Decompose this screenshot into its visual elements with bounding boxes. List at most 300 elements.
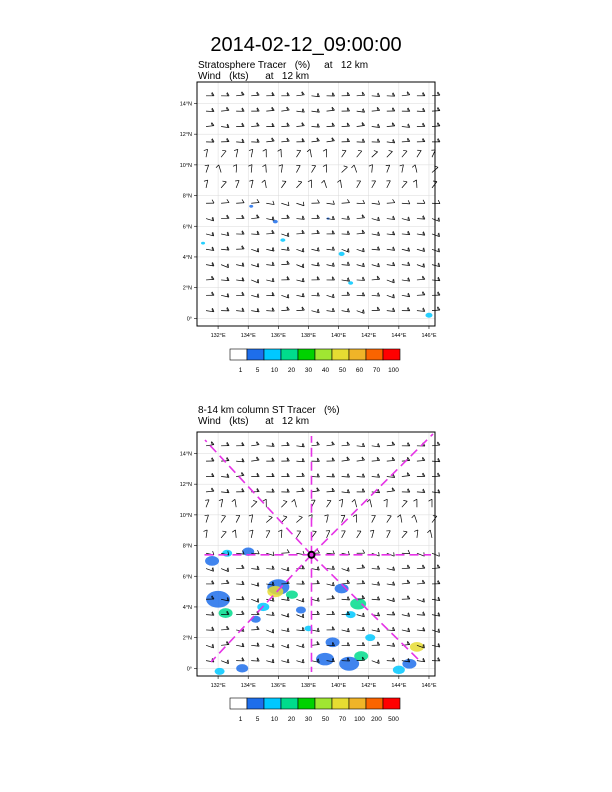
barb-flag (424, 644, 425, 648)
wind-barb (296, 165, 300, 172)
barb-flag (412, 515, 415, 518)
wind-barb (221, 583, 229, 584)
barb-flag (347, 597, 348, 600)
wind-barb (236, 515, 240, 522)
barb-flag (347, 199, 349, 202)
wind-barb (296, 310, 304, 311)
wind-barb (387, 126, 395, 127)
barb-flag (258, 263, 259, 267)
panel2-map (180, 432, 440, 723)
barb-flag (378, 201, 379, 205)
colorbar-label: 20 (287, 716, 296, 723)
barb-flag (203, 530, 207, 531)
colorbar-label: 20 (287, 367, 296, 374)
barb-flag (318, 262, 319, 266)
wind-barb (432, 111, 440, 112)
colorbar-swatch (366, 349, 383, 360)
lon-label: 134°E (240, 333, 256, 339)
barb-flag (257, 199, 259, 202)
barb-flag (204, 149, 208, 150)
wind-barb (342, 460, 350, 461)
barb-flag (288, 613, 289, 617)
wind-barb (402, 95, 410, 96)
lat-label: 12°N (179, 482, 192, 489)
barb-flag (413, 499, 416, 501)
wind-barb (402, 151, 407, 157)
wind-barb (221, 629, 229, 630)
barb-flag (317, 200, 319, 203)
lat-label: 12°N (179, 132, 192, 139)
panel1-title-line2: Wind (kts) at 12 km (198, 71, 310, 82)
wind-barb (432, 568, 440, 569)
barb-flag (272, 612, 273, 615)
wind-barb (251, 460, 259, 461)
barb-flag (358, 150, 362, 151)
barb-flag (302, 216, 303, 219)
colorbar-label: 100 (388, 367, 399, 374)
barb-flag (227, 490, 228, 493)
barb-flag (212, 200, 214, 203)
wind-barb (402, 182, 407, 188)
lon-label: 140°E (331, 683, 347, 689)
barb-flag (312, 531, 316, 532)
wind-barb (236, 149, 238, 157)
wind-barb (342, 203, 350, 204)
wind-barb (235, 530, 236, 538)
wind-barb (372, 152, 378, 157)
barb-flag (348, 278, 349, 282)
wind-barb (357, 181, 361, 188)
wind-barb (372, 203, 380, 204)
wind-barb (357, 95, 365, 96)
barb-flag (227, 247, 228, 250)
wind-barb (296, 182, 301, 188)
wind-barb (265, 180, 266, 188)
wind-barb (417, 460, 425, 461)
lat-label: 2°N (182, 285, 192, 292)
lon-label: 136°E (270, 683, 286, 689)
barb-flag (363, 444, 364, 447)
barb-flag (439, 248, 440, 252)
colorbar-swatch (298, 349, 315, 360)
barb-flag (213, 644, 214, 648)
wind-barb (357, 218, 365, 219)
wind-barb (387, 181, 391, 188)
colorbar-swatch (264, 349, 281, 360)
colorbar-label: 5 (255, 367, 260, 374)
map-frame (197, 82, 435, 326)
tracer-patch (280, 238, 285, 242)
barb-flag (378, 293, 379, 296)
lat-label: 8°N (182, 543, 192, 550)
barb-flag (424, 263, 425, 267)
barb-flag (318, 566, 319, 570)
barb-flag (298, 181, 302, 182)
wind-barb (417, 583, 425, 584)
barb-flag (403, 531, 407, 532)
wind-barb (281, 141, 289, 142)
lat-label: 6°N (182, 574, 192, 581)
tracer-shading (201, 205, 432, 318)
barb-flag (408, 124, 409, 127)
barb-flag (394, 294, 395, 298)
wind-barb (296, 203, 304, 206)
lon-label: 142°E (361, 683, 377, 689)
tracer-patch (425, 313, 432, 318)
colorbar-swatch (247, 698, 264, 709)
wind-barb (251, 515, 252, 523)
page-title: 2014-02-12_09:00:00 (210, 34, 402, 56)
wind-barb (372, 165, 373, 173)
lat-label: 0° (186, 666, 192, 673)
wind-barb (310, 149, 311, 157)
wind-barb (281, 181, 286, 187)
wind-barb (387, 203, 395, 204)
wind-barb (236, 475, 244, 476)
colorbar-label: 1 (238, 716, 243, 723)
barb-flag (222, 150, 226, 151)
wind-barb (235, 499, 236, 507)
wind-barb (357, 460, 365, 461)
colorbar-label: 60 (355, 367, 364, 374)
barb-flag (272, 262, 273, 265)
barb-flag (423, 232, 424, 236)
wind-barb (206, 165, 209, 173)
barb-flag (222, 531, 226, 532)
wind-barb (432, 182, 437, 188)
barb-flag (363, 550, 365, 553)
tracer-patch (316, 653, 334, 666)
barb-flag (393, 308, 394, 311)
wind-barb (342, 499, 343, 507)
wind-barb (402, 532, 407, 538)
barb-flag (283, 500, 287, 501)
colorbar-label: 1 (238, 367, 243, 374)
wind-barb (327, 445, 335, 446)
wind-barb (221, 182, 226, 188)
wind-barb (327, 203, 335, 204)
barb-flag (413, 180, 416, 182)
barb-flag (333, 550, 335, 554)
barb-flag (232, 530, 235, 532)
wind-barb (370, 499, 372, 507)
wind-barb (311, 445, 319, 446)
colorbar-label: 100 (354, 716, 365, 723)
colorbar-swatch (281, 698, 298, 709)
barb-flag (292, 499, 295, 502)
barb-flag (408, 262, 409, 265)
wind-barb (281, 203, 289, 205)
wind-barb (266, 517, 272, 522)
barb-flag (438, 278, 439, 281)
barb-flag (379, 660, 380, 664)
wind-barb (251, 149, 253, 157)
lat-label: 2°N (182, 635, 192, 642)
barb-flag (262, 180, 265, 183)
barb-flag (303, 248, 304, 252)
wind-barb (221, 151, 226, 157)
barb-flag (243, 643, 244, 647)
tracer-patch (201, 242, 205, 245)
barb-flag (364, 248, 365, 252)
wind-barb (357, 568, 365, 569)
wind-barb (281, 517, 287, 523)
wind-barb (206, 515, 208, 523)
barb-flag (439, 612, 440, 616)
colorbar-swatch (349, 698, 366, 709)
colorbar-swatch (298, 698, 315, 709)
barb-flag (378, 582, 379, 586)
colorbar-label: 500 (388, 716, 399, 723)
wind-barb (206, 149, 208, 157)
wind-barb (311, 645, 319, 646)
colorbar-swatch (315, 698, 332, 709)
barb-flag (408, 293, 409, 297)
barb-flag (227, 199, 229, 202)
wind-barb (266, 531, 270, 538)
barb-flag (332, 566, 333, 569)
wind-barb (327, 110, 335, 111)
lat-label: 0° (186, 316, 192, 323)
wind-barb (432, 553, 439, 556)
barb-flag (253, 501, 257, 502)
barb-flag (439, 217, 440, 221)
barb-flag (439, 629, 440, 633)
barb-flag (258, 248, 259, 252)
barb-flag (378, 247, 379, 250)
lat-label: 6°N (182, 224, 192, 231)
wind-barb (296, 491, 304, 492)
barb-flag (219, 499, 223, 500)
wind-barb (251, 165, 252, 173)
wind-barbs (204, 92, 440, 314)
barb-flag (403, 150, 407, 151)
colorbar-label: 70 (338, 716, 347, 723)
barb-flag (423, 308, 424, 311)
barb-flag (384, 499, 388, 501)
wind-barb (402, 476, 410, 477)
guide-line (311, 555, 421, 662)
wind-barb (355, 499, 357, 507)
tracer-patch (339, 252, 345, 256)
wind-barb (206, 491, 214, 492)
barb-flag (299, 516, 303, 517)
lon-label: 142°E (361, 333, 377, 339)
colorbar-swatch (247, 349, 264, 360)
lon-label: 140°E (331, 333, 347, 339)
wind-barb (432, 126, 440, 127)
barb-flag (288, 233, 289, 237)
wind-barb (206, 279, 214, 280)
tracer-patch (354, 651, 368, 661)
barb-flag (394, 279, 395, 283)
lon-label: 144°E (391, 683, 407, 689)
wind-barb (221, 203, 229, 204)
colorbar-label: 30 (304, 367, 313, 374)
barb-flag (257, 566, 258, 569)
lon-label: 146°E (421, 333, 437, 339)
wind-barb (236, 95, 244, 96)
barb-flag (378, 612, 379, 616)
wind-barb (430, 530, 432, 538)
colorbar-label: 10 (270, 716, 279, 723)
colorbar-swatch (315, 349, 332, 360)
storm-center-dot (309, 553, 313, 557)
wind-barb (400, 515, 401, 523)
wind-barb (206, 126, 214, 127)
barb-flag (347, 262, 348, 265)
wind-barb (357, 125, 365, 126)
lat-label: 8°N (182, 193, 192, 200)
barb-flag (348, 308, 349, 312)
wind-barb (372, 530, 374, 538)
colorbar-swatch (230, 349, 247, 360)
lon-label: 144°E (391, 333, 407, 339)
colorbar-label: 70 (372, 367, 381, 374)
barb-flag (364, 309, 365, 313)
barb-flag (303, 293, 304, 297)
barb-flag (257, 643, 258, 646)
barb-flag (408, 550, 410, 554)
wind-barb (281, 502, 287, 508)
barb-flag (258, 550, 260, 554)
lat-label: 14°N (179, 101, 192, 108)
wind-barb (251, 629, 259, 630)
colorbar-swatch (332, 698, 349, 709)
wind-barb (221, 532, 226, 538)
barb-flag (283, 516, 287, 517)
barb-flag (378, 474, 379, 477)
barb-flag (349, 248, 350, 252)
barb-flag (288, 644, 289, 648)
barb-flag (389, 150, 393, 151)
lon-label: 138°E (300, 333, 316, 339)
tracer-patch (348, 281, 353, 285)
colorbar-label: 30 (304, 716, 313, 723)
barb-flag (228, 660, 229, 664)
tracer-patch (219, 608, 233, 618)
wind-barb (354, 165, 357, 173)
wind-barb (266, 203, 274, 204)
barb-flag (242, 199, 244, 202)
barb-flag (438, 200, 440, 204)
barb-flag (414, 530, 418, 532)
wind-barb (251, 502, 257, 508)
wind-barb (281, 553, 289, 554)
barb-flag (348, 567, 349, 571)
barb-flag (232, 499, 235, 501)
colorbar (230, 349, 400, 374)
colorbar-swatch (281, 349, 298, 360)
wind-barb (415, 165, 417, 173)
barb-flag (213, 567, 214, 571)
colorbar-swatch (366, 698, 383, 709)
lon-label: 136°E (270, 333, 286, 339)
barb-flag (351, 165, 354, 168)
lat-label: 4°N (182, 604, 192, 611)
lat-label: 10°N (179, 162, 192, 169)
wind-barb (402, 165, 404, 173)
wind-barb (311, 491, 319, 492)
wind-barb (311, 166, 315, 173)
wind-barb (251, 95, 259, 96)
wind-barb (342, 531, 346, 538)
tracer-patch (236, 664, 248, 672)
barb-flag (263, 499, 266, 501)
lon-label: 132°E (210, 683, 226, 689)
barb-flag (386, 165, 390, 166)
wind-barb (296, 531, 300, 538)
wind-barb (417, 530, 418, 538)
panel1-map (180, 82, 440, 374)
colorbar-swatch (230, 698, 247, 709)
colorbar-swatch (332, 349, 349, 360)
wind-barb (387, 531, 390, 538)
barb-flag (303, 598, 304, 602)
barb-flag (323, 149, 326, 151)
wind-barb (311, 141, 319, 142)
barb-flag (374, 151, 378, 152)
tracer-patch (251, 616, 261, 623)
wind-barb (296, 150, 300, 157)
lat-label: 14°N (179, 451, 192, 458)
wind-barb (221, 499, 223, 507)
wind-barb (357, 151, 362, 157)
barb-flag (278, 530, 282, 532)
colorbar-label: 200 (371, 716, 382, 723)
wind-barb (342, 151, 346, 158)
tracer-patch (205, 556, 219, 566)
barb-flag (288, 202, 289, 206)
tracer-patch (365, 634, 375, 641)
barb-flag (393, 199, 395, 202)
wind-barb (417, 150, 421, 157)
tracer-patch (249, 205, 253, 208)
wind-barb (206, 180, 208, 188)
barb-flag (379, 552, 380, 556)
wind-barb (372, 181, 376, 188)
wind-barb (221, 645, 229, 646)
barb-flag (317, 293, 318, 296)
wind-barb (372, 110, 380, 111)
barb-flag (333, 201, 334, 205)
graticule (197, 82, 435, 326)
wind-barb (206, 500, 209, 507)
colorbar-label: 10 (270, 367, 279, 374)
wind-barb (281, 110, 289, 111)
wind-barb (372, 515, 376, 522)
barb-flag (439, 233, 440, 237)
wind-barbs (203, 441, 440, 663)
wind-barb (251, 126, 259, 127)
barb-flag (439, 597, 440, 601)
wind-barb (221, 110, 229, 111)
wind-barb (372, 460, 380, 461)
wind-barb (251, 180, 253, 188)
wind-barb (387, 460, 395, 461)
barb-flag (317, 94, 318, 97)
lon-label: 138°E (300, 683, 316, 689)
wind-barb (221, 516, 225, 523)
barb-flag (303, 202, 304, 206)
wind-barb (402, 203, 410, 204)
wind-barb (295, 499, 297, 507)
barb-flag (317, 550, 319, 553)
barb-flag (235, 180, 239, 181)
barb-flag (333, 294, 334, 298)
wind-barb (432, 95, 440, 96)
barb-flag (263, 149, 266, 151)
